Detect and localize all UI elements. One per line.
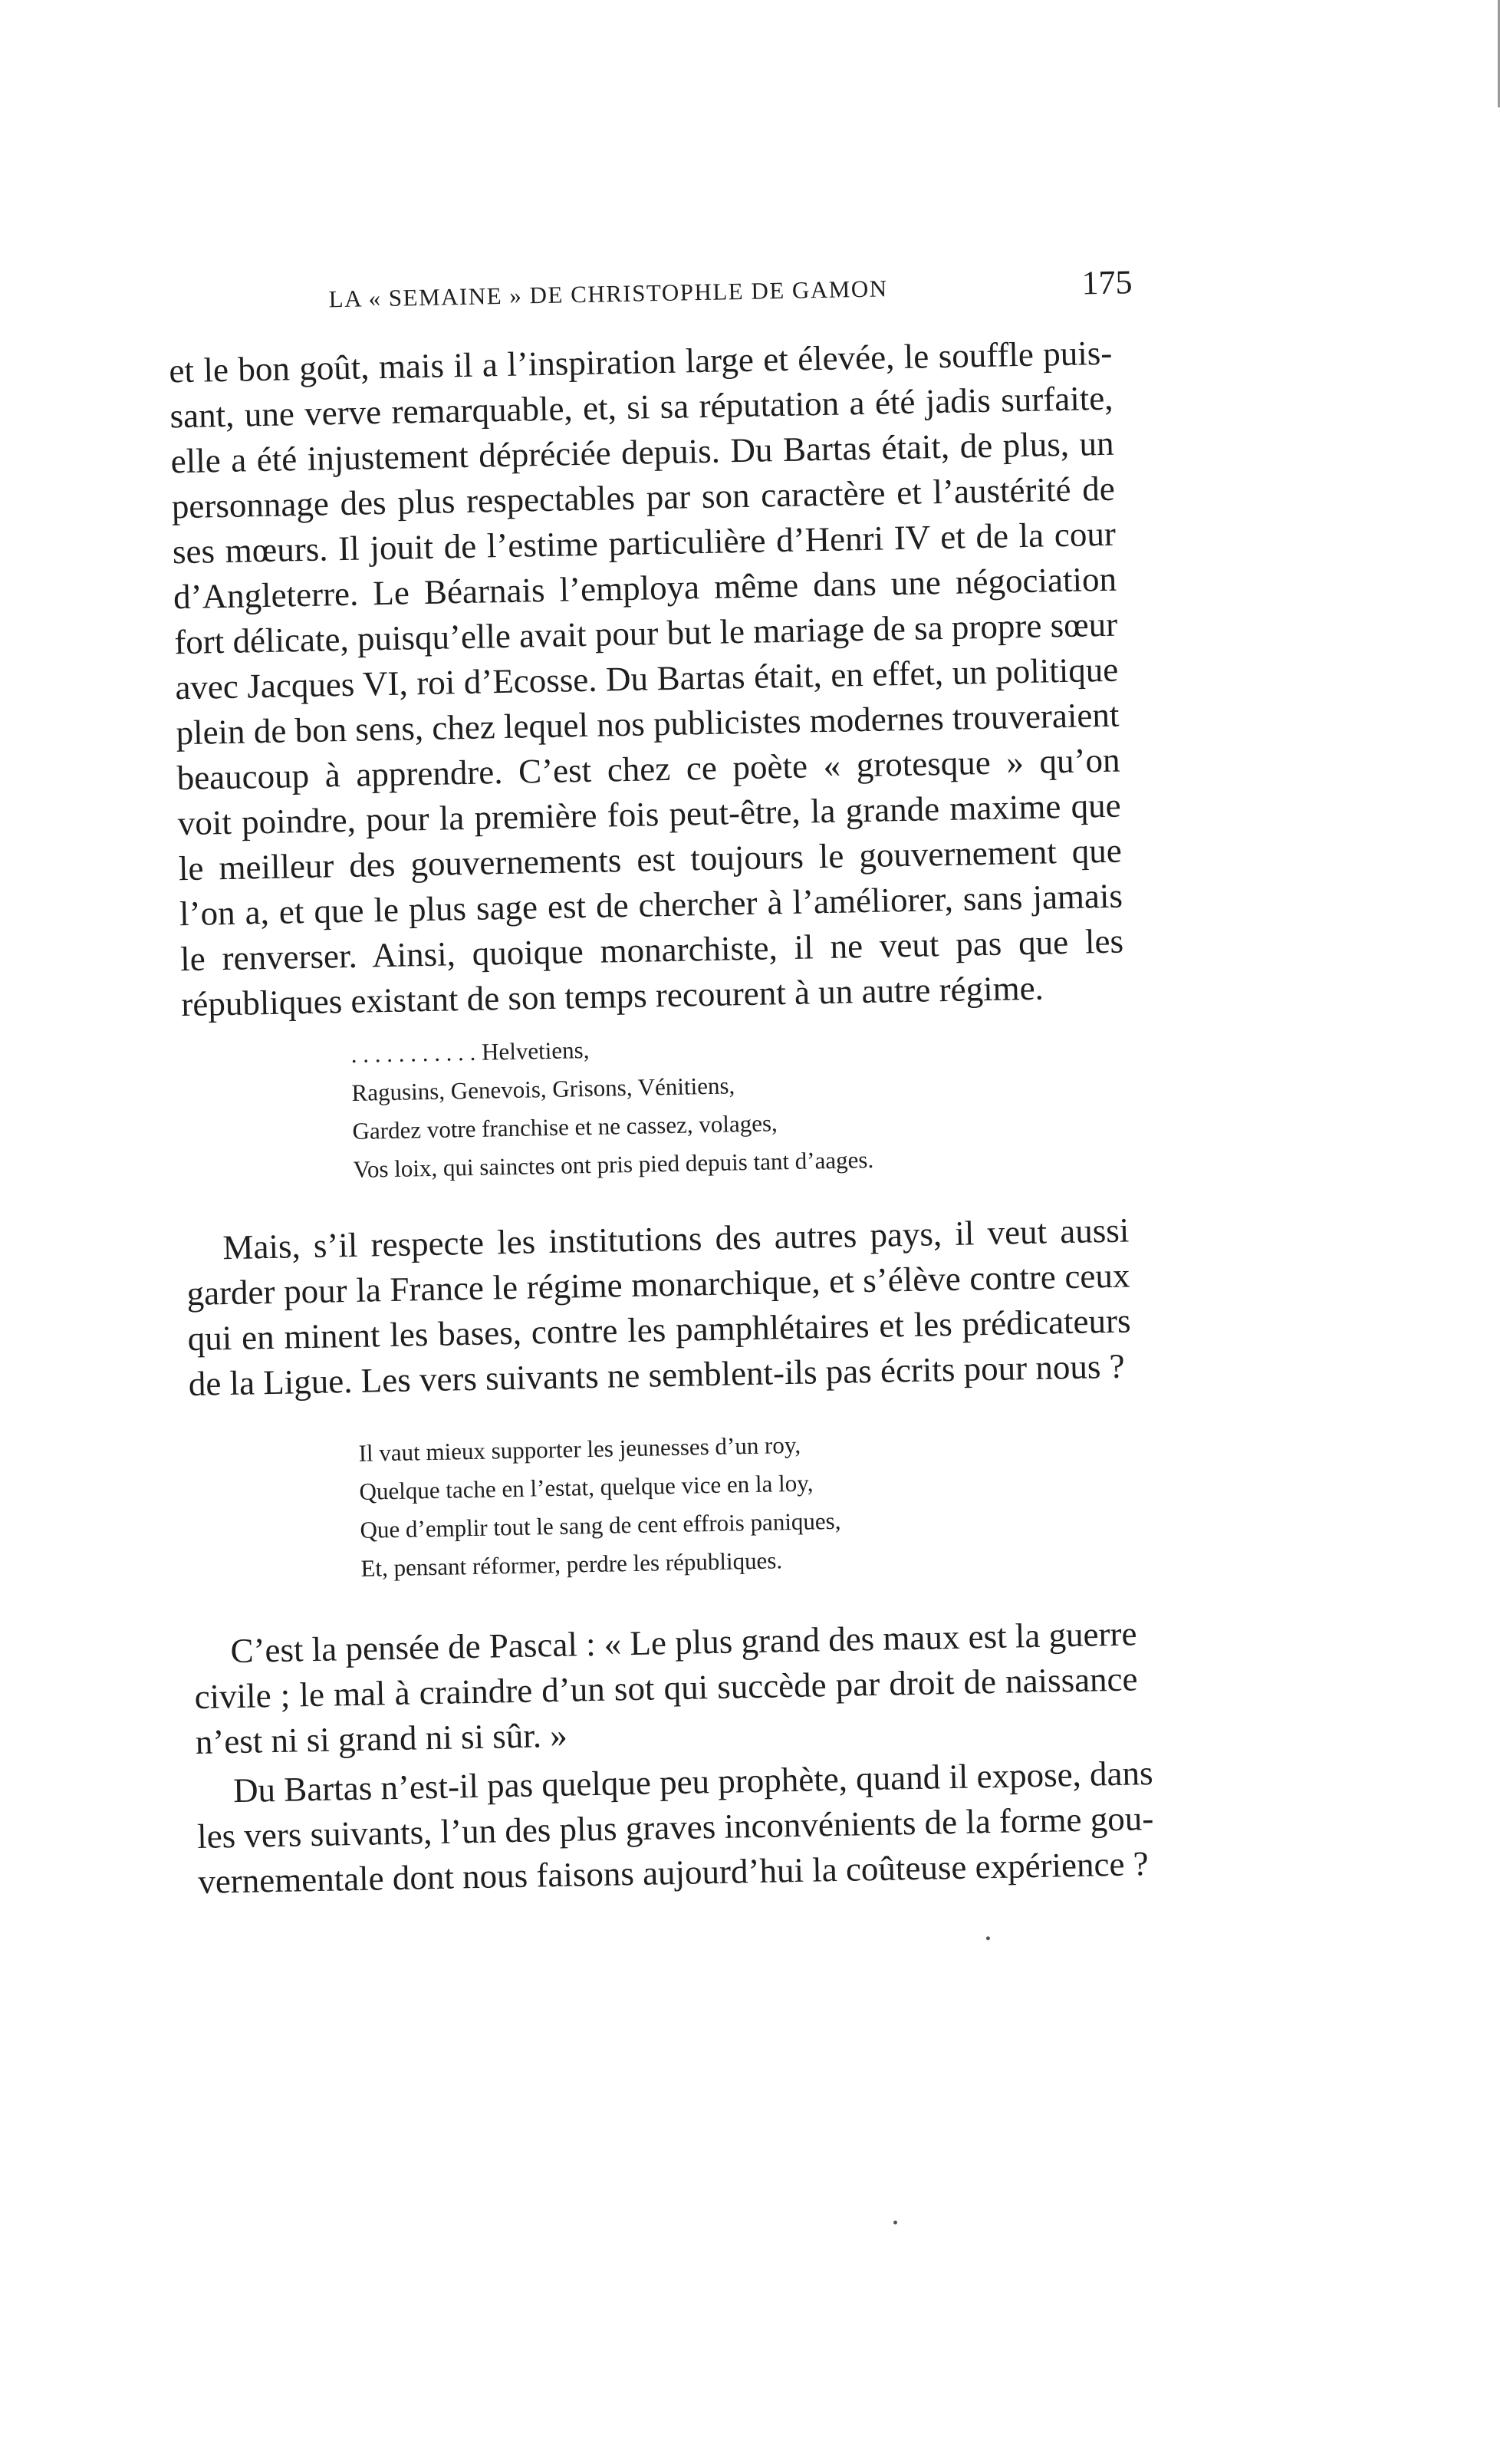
text-line: plein de bon sens, chez lequel nos publicistes modernes trouveraient bbox=[176, 695, 1120, 753]
text-line: elle a été injustement dépréciée depuis. Du Bartas était, de plus, un bbox=[170, 423, 1114, 481]
verse-line: . . . . . . . . . . . Helvetiens, bbox=[350, 1036, 590, 1068]
verse-line: Il vaut mieux supporter les jeunesses d’un roy, bbox=[358, 1431, 801, 1467]
text-line: le renverser. Ainsi, quoique monarchiste, il ne veut pas que les bbox=[179, 921, 1124, 979]
text-line: et le bon goût, mais il a l’inspiration large et élevée, le souffle puis- bbox=[169, 333, 1113, 390]
text-line: de la Ligue. Les vers suivants ne semblent-ils pas écrits pour nous ? bbox=[188, 1346, 1126, 1404]
text-line: n’est ni si grand ni si sûr. » bbox=[195, 1715, 568, 1762]
paragraph-2 bbox=[186, 1208, 1132, 1408]
paragraph-3 bbox=[193, 1611, 1139, 1765]
text-line: vernementale dont nous faisons aujourd’hui la coûteuse expérience ? bbox=[197, 1844, 1150, 1901]
text-line: Mais, s’il respecte les institutions des autres pays, il veut aussi bbox=[222, 1211, 1130, 1267]
text-line: l’on a, et que le plus sage est de chercher à l’améliorer, sans jamais bbox=[179, 876, 1123, 934]
text-line: le meilleur des gouvernements est toujours le gouvernement que bbox=[178, 831, 1123, 888]
print-speck bbox=[893, 2221, 897, 2225]
text-line: avec Jacques VI, roi d’Ecosse. Du Bartas était, en effet, un politique bbox=[174, 650, 1119, 707]
print-speck bbox=[986, 1936, 990, 1940]
text-line: fort délicate, puisqu’elle avait pour but le mariage de sa propre sœur bbox=[173, 604, 1118, 662]
verse-line: Gardez votre franchise et ne cassez, volages, bbox=[352, 1109, 778, 1145]
text-line: personnage des plus respectables par son caractère et l’austérité de bbox=[171, 469, 1116, 526]
text-line: beaucoup à apprendre. C’est chez ce poète « grotesque » qu’on bbox=[176, 740, 1120, 798]
text-line: Du Bartas n’est-il pas quelque peu prophète, quand il expose, dans bbox=[232, 1754, 1153, 1810]
verse-line: Vos loix, qui sainctes ont pris pied depuis tant d’aages. bbox=[353, 1145, 874, 1183]
text-line: républiques existant de son temps recourent à un autre régime. bbox=[180, 968, 1044, 1024]
text-line: sant, une verve remarquable, et, si sa réputation a été jadis surfaite, bbox=[169, 378, 1113, 436]
running-head bbox=[319, 262, 1133, 324]
text-line: garder pour la France le régime monarchique, et s’élève contre ceux bbox=[186, 1256, 1130, 1313]
text-line: C’est la pensée de Pascal : « Le plus grand des maux est la guerre bbox=[230, 1614, 1137, 1671]
page-number: 175 bbox=[1081, 263, 1133, 302]
text-line: civile ; le mal à craindre d’un sot qui succède par droit de naissance bbox=[194, 1659, 1138, 1717]
paragraph-1 bbox=[169, 331, 1125, 1027]
verse-line: Ragusins, Genevois, Grisons, Vénitiens, bbox=[351, 1072, 735, 1106]
text-line: ses mœurs. Il jouit de l’estime particulière d’Henri IV et de la cour bbox=[172, 514, 1117, 572]
verse-quote-1 bbox=[350, 1021, 1120, 1189]
paragraph-4 bbox=[196, 1751, 1154, 1905]
verse-line: Quelque tache en l’estat, quelque vice en la loy, bbox=[359, 1469, 814, 1505]
text-line: voit poindre, pour la première fois peut-être, la grande maxime que bbox=[177, 786, 1122, 843]
text-line: les vers suivants, l’un des plus graves inconvénients de la forme gou- bbox=[196, 1799, 1154, 1856]
verse-quote-2 bbox=[358, 1420, 1128, 1588]
text-line: d’Angleterre. Le Béarnais l’employa même dans une négociation bbox=[173, 559, 1117, 617]
verse-line: Que d’emplir tout le sang de cent effrois paniques, bbox=[360, 1507, 841, 1543]
running-title: LA « SEMAINE » DE CHRISTOPHLE DE GAMON bbox=[328, 275, 888, 313]
verse-line: Et, pensant réformer, perdre les républiques. bbox=[360, 1547, 783, 1582]
text-line: qui en minent les bases, contre les pamphlétaires et les prédicateurs bbox=[187, 1301, 1131, 1359]
